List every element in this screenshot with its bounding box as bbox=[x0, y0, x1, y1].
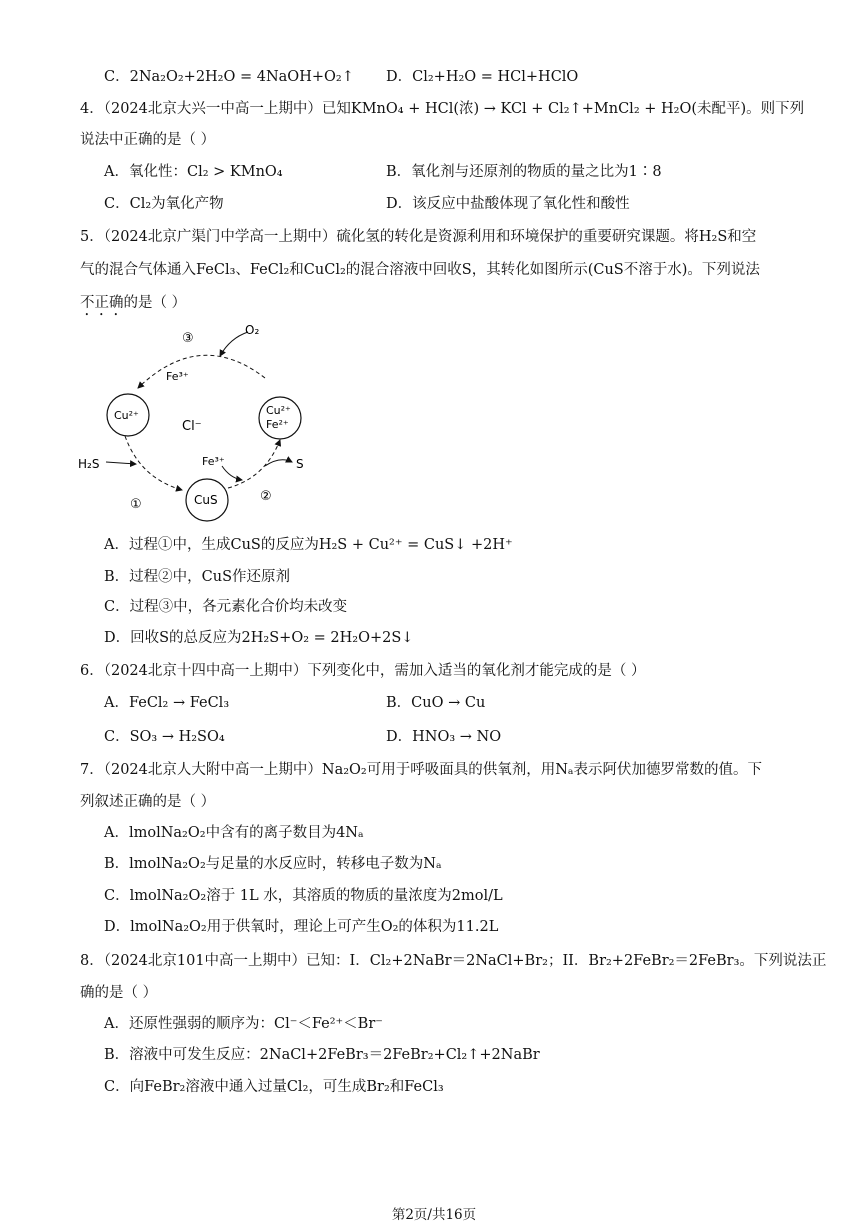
q5-stem-line2: 气的混合气体通入FeCl₃、FeCl₂和CuCl₂的混合溶液中回收S，其转化如图所示(CuS不溶于水)。下列说法 bbox=[80, 262, 760, 278]
fe3-top-label: Fe³⁺ bbox=[166, 370, 189, 383]
q6-option-c: C．SO₃ → H₂SO₄ bbox=[104, 729, 225, 745]
q7-option-d: D．lmolNa₂O₂用于供氧时，理论上可产生O₂的体积为11.2L bbox=[104, 919, 499, 935]
q7-option-b: B．lmolNa₂O₂与足量的水反应时，转移电子数为Nₐ bbox=[104, 856, 442, 872]
cl-label: Cl⁻ bbox=[182, 419, 202, 434]
o2-label: O₂ bbox=[245, 323, 260, 337]
q8-option-a: A．还原性强弱的顺序为：Cl⁻＜Fe²⁺＜Br⁻ bbox=[104, 1016, 383, 1032]
q8-option-b: B．溶液中可发生反应：2NaCl+2FeBr₃＝2FeBr₂+Cl₂↑+2NaBr bbox=[104, 1047, 540, 1063]
arc-left bbox=[125, 436, 182, 490]
q8-option-c: C．向FeBr₂溶液中通入过量Cl₂，可生成Br₂和FeCl₃ bbox=[104, 1079, 444, 1095]
q5-option-b: B．过程②中，CuS作还原剂 bbox=[104, 569, 291, 585]
q5-emphasis: 不正确 bbox=[80, 295, 124, 311]
q7-stem-line2: 列叙述正确的是（ ） bbox=[80, 794, 216, 810]
q7-option-a: A．lmolNa₂O₂中含有的离子数目为4Nₐ bbox=[104, 825, 364, 841]
q6-stem: 6．（2024北京十四中高一上期中）下列变化中，需加入适当的氧化剂才能完成的是（ ） bbox=[80, 663, 646, 679]
right-fe-label: Fe²⁺ bbox=[266, 418, 289, 431]
q4-stem-line1: 4．（2024北京大兴一中高一上期中）已知KMnO₄ + HCl(浓) → KCl + Cl₂↑+MnCl₂ + H₂O(未配平)。则下列 bbox=[80, 101, 805, 117]
s-label: S bbox=[296, 457, 304, 471]
step3-label: ③ bbox=[182, 331, 194, 346]
o2-arrow bbox=[220, 332, 248, 356]
q5-option-d: D．回收S的总反应为2H₂S+O₂ = 2H₂O+2S↓ bbox=[104, 630, 414, 646]
fe3-bottom-label: Fe³⁺ bbox=[202, 455, 225, 468]
arc-3-top bbox=[138, 355, 265, 388]
q3-option-c: C．2Na₂O₂+2H₂O = 4NaOH+O₂↑ bbox=[104, 69, 354, 85]
q6-option-a: A．FeCl₂ → FeCl₃ bbox=[104, 695, 230, 711]
q4-option-a: A．氧化性：Cl₂ > KMnO₄ bbox=[104, 164, 283, 180]
h2s-label: H₂S bbox=[78, 457, 100, 471]
q5-option-a: A．过程①中，生成CuS的反应为H₂S + Cu²⁺ = CuS↓ +2H⁺ bbox=[104, 537, 513, 553]
q6-option-d: D．HNO₃ → NO bbox=[386, 729, 502, 745]
q7-option-c: C．lmolNa₂O₂溶于 1L 水，其溶质的物质的量浓度为2mol/L bbox=[104, 888, 503, 904]
q4-option-d: D．该反应中盐酸体现了氧化性和酸性 bbox=[386, 196, 630, 212]
cus-label: CuS bbox=[194, 493, 218, 507]
q5-option-c: C．过程③中，各元素化合价均未改变 bbox=[104, 599, 348, 615]
q8-stem-line2: 确的是（ ） bbox=[80, 985, 158, 1001]
sulfur-cycle-diagram bbox=[70, 318, 330, 530]
q4-option-c: C．Cl₂为氧化产物 bbox=[104, 196, 224, 212]
q6-option-b: B．CuO → Cu bbox=[386, 695, 486, 711]
h2s-arrow bbox=[106, 462, 136, 464]
q5-stem-line3-rest: 的是（ ） bbox=[123, 295, 187, 311]
cu2-label: Cu²⁺ bbox=[114, 409, 139, 422]
q8-stem-line1: 8．（2024北京101中高一上期中）已知：I．Cl₂+2NaBr＝2NaCl+Br₂；II．Br₂+2FeBr₂＝2FeBr₃。下列说法正 bbox=[80, 953, 827, 969]
q4-option-b: B．氧化剂与还原剂的物质的量之比为1∶8 bbox=[386, 164, 662, 180]
q4-stem-line2: 说法中正确的是（ ） bbox=[80, 132, 216, 148]
step1-label: ① bbox=[130, 497, 142, 512]
q7-stem-line1: 7．（2024北京人大附中高一上期中）Na₂O₂可用于呼吸面具的供氧剂，用Nₐ表示阿伏加德罗常数的值。下 bbox=[80, 762, 762, 778]
right-cu-label: Cu²⁺ bbox=[266, 404, 291, 417]
fe3-arrow bbox=[222, 466, 242, 480]
page-number: 第2页/共16页 bbox=[391, 1207, 477, 1223]
q5-stem-line3 bbox=[80, 293, 186, 319]
q3-option-d: D．Cl₂+H₂O = HCl+HClO bbox=[386, 69, 579, 85]
q5-stem-line1: 5．（2024北京广渠门中学高一上期中）硫化氢的转化是资源利用和环境保护的重要研究课题。将H₂S和空 bbox=[80, 229, 757, 245]
step2-label: ② bbox=[260, 489, 272, 504]
arc-right bbox=[228, 440, 280, 488]
